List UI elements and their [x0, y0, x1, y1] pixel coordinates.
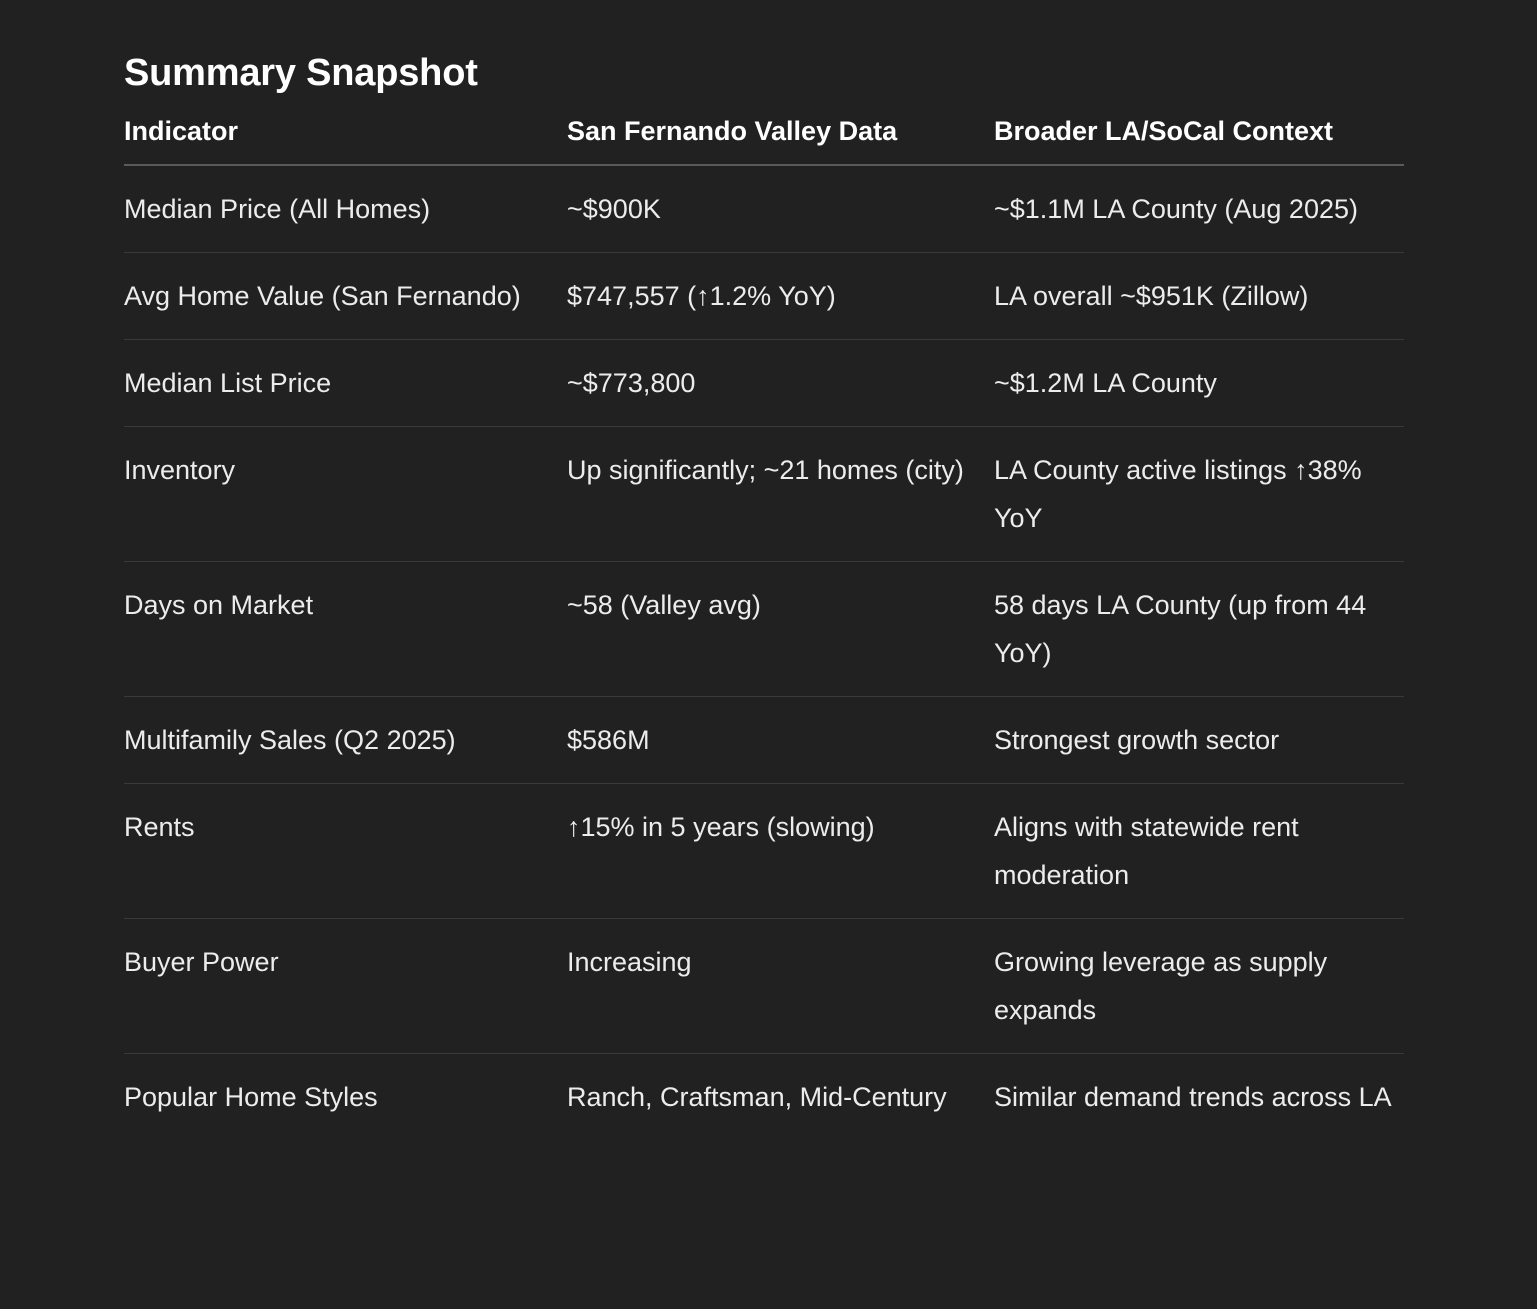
indicator-cell: Popular Home Styles — [124, 1082, 378, 1112]
table-row — [124, 697, 1404, 784]
table-row — [124, 427, 1404, 562]
indicator-cell: Median List Price — [124, 340, 567, 427]
header-la-context: Broader LA/SoCal Context — [994, 112, 1404, 165]
table-header-row — [124, 112, 1404, 165]
summary-table — [124, 112, 1404, 1140]
header-sfv-data: San Fernando Valley Data — [567, 112, 994, 165]
table-row — [124, 784, 1404, 919]
table-row — [124, 562, 1404, 697]
la-context-cell: LA overall ~$951K (Zillow) — [994, 253, 1404, 340]
sfv-data-cell: ~$773,800 — [567, 340, 994, 427]
sfv-data-cell: ~58 (Valley avg) — [567, 562, 994, 697]
table-row — [124, 165, 1404, 253]
table-row — [124, 919, 1404, 1054]
indicator-cell: Avg Home Value (San Fernando) — [124, 253, 567, 340]
indicator-cell: Buyer Power — [124, 919, 567, 1054]
sfv-data-cell: $586M — [567, 697, 994, 784]
indicator-cell: Multifamily Sales (Q2 2025) — [124, 697, 567, 784]
la-context-cell: ~$1.1M LA County (Aug 2025) — [994, 165, 1404, 253]
indicator-cell: Rents — [124, 784, 567, 919]
la-context-cell: ~$1.2M LA County — [994, 340, 1404, 427]
la-context-cell: Growing leverage as supply expands — [994, 919, 1404, 1054]
la-context-cell: Similar demand trends across LA — [994, 1082, 1392, 1112]
sfv-data-cell: Up significantly; ~21 homes (city) — [567, 427, 994, 562]
sfv-data-cell: ~$900K — [567, 165, 994, 253]
la-context-cell: Aligns with statewide rent moderation — [994, 784, 1404, 919]
table-row — [124, 1054, 1404, 1141]
table-row — [124, 340, 1404, 427]
sfv-data-cell: Ranch, Craftsman, Mid-Century — [567, 1082, 947, 1112]
header-indicator: Indicator — [124, 112, 567, 165]
indicator-cell: Days on Market — [124, 562, 567, 697]
la-context-cell: Strongest growth sector — [994, 697, 1404, 784]
sfv-data-cell: Increasing — [567, 919, 994, 1054]
table-row — [124, 253, 1404, 340]
sfv-data-cell: ↑15% in 5 years (slowing) — [567, 784, 994, 919]
la-context-cell: LA County active listings ↑38% YoY — [994, 427, 1404, 562]
la-context-cell: 58 days LA County (up from 44 YoY) — [994, 562, 1404, 697]
indicator-cell: Median Price (All Homes) — [124, 165, 567, 253]
sfv-data-cell: $747,557 (↑1.2% YoY) — [567, 253, 994, 340]
indicator-cell: Inventory — [124, 427, 567, 562]
section-title: Summary Snapshot — [124, 52, 478, 94]
summary-section — [124, 46, 1404, 1140]
